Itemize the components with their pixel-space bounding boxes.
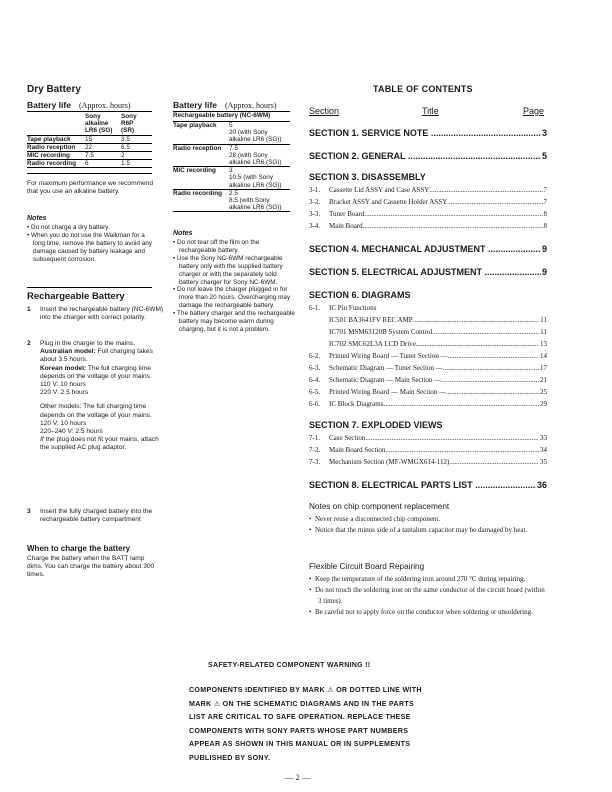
- step-number: 1: [27, 306, 31, 313]
- chip-notes-heading: Notes on chip component replacement: [309, 502, 450, 511]
- dot-leader: [441, 376, 539, 384]
- section-page: 36: [536, 480, 547, 490]
- toc-item[interactable]: [309, 198, 547, 206]
- section-page: 5: [541, 151, 547, 161]
- approx-hours-label: (Approx. hours): [78, 101, 131, 110]
- dot-leader: [448, 352, 539, 360]
- item-page: 25: [540, 388, 547, 396]
- dot-leader: [363, 222, 543, 230]
- value-line: 10.5 (with Sony: [229, 174, 274, 182]
- row-label: Tape playback: [173, 122, 229, 145]
- flex-board-heading: Flexible Circuit Board Repairing: [309, 562, 425, 571]
- item-page: 11: [540, 328, 547, 336]
- korean-model-text: [40, 365, 168, 381]
- australian-model-text: [40, 348, 168, 364]
- item-title: Cassette Lid ASSY and Case ASSY: [329, 186, 430, 194]
- value-line: 20 (with Sony: [229, 129, 268, 137]
- toc-item[interactable]: [309, 446, 547, 454]
- model-label: Australian model:: [40, 348, 96, 356]
- item-title: IC702 SMC62L3A LCD Drive: [329, 340, 416, 348]
- list-item: • Do not charge a dry battery.: [27, 224, 155, 232]
- toc-item[interactable]: [309, 186, 547, 194]
- other-models-text: [40, 403, 168, 419]
- row-value: 22: [85, 143, 121, 151]
- row-label: Radio reception: [27, 143, 85, 151]
- dot-leader: [416, 340, 539, 348]
- toc-item[interactable]: [309, 364, 547, 372]
- battery-life-header-2: [173, 100, 276, 110]
- item-number: 6-4.: [309, 376, 321, 384]
- dot-leader: [429, 186, 542, 194]
- battery-life-header: [27, 100, 130, 110]
- item-number: 3-2.: [309, 198, 321, 206]
- dot-leader: [432, 328, 539, 336]
- row-label: Radio reception: [173, 144, 229, 167]
- col-sony-r6p: [121, 113, 152, 135]
- item-number: 3-4.: [309, 222, 321, 230]
- list-item: • The battery charger and the rechargeable battery may become warm during charging, but it is not a problem.: [173, 310, 297, 334]
- step-text: [40, 340, 168, 453]
- table-row: [173, 189, 290, 212]
- item-title: IC501 BA3641FV REC AMP: [329, 316, 413, 324]
- dry-battery-table: [27, 113, 152, 168]
- value-line: 7.5: [229, 144, 238, 152]
- item-page: 7: [543, 186, 547, 194]
- dot-leader: [364, 210, 542, 218]
- row-value: 15: [85, 135, 121, 143]
- section-page: 9: [541, 244, 547, 254]
- step-number: 2: [27, 340, 31, 347]
- rechargeable-battery-table: [173, 121, 290, 212]
- row-value: 1.5: [121, 160, 152, 168]
- toc-section-1[interactable]: [309, 128, 547, 138]
- item-title: Printed Wiring Board — Tuner Section —: [329, 352, 448, 360]
- table-bottom-rule: [27, 173, 152, 174]
- performance-note: For maximum performance we recommend that you use an alkaline battery.: [27, 180, 154, 196]
- list-item: • When you do not use the Walkman for a long time, remove the battery to avoid any damage caused by battery leakage and subsequent corrosion.: [27, 232, 155, 264]
- item-page: 8: [543, 210, 547, 218]
- voltage-line: 120 V: 10 hours: [40, 419, 87, 427]
- item-number: 6-1.: [309, 304, 321, 312]
- table-row: [27, 143, 152, 151]
- when-to-charge-text: Charge the battery when the BATT lamp dims. You can charge the battery about 300 times.: [27, 555, 155, 579]
- model-text: The full charging time depends on the voltage of your mains.: [40, 364, 152, 380]
- toc-item[interactable]: [309, 328, 547, 336]
- item-page: 29: [540, 400, 547, 408]
- row-value: [229, 144, 290, 167]
- toc-col-title: Title: [422, 106, 439, 116]
- item-number: [309, 340, 329, 348]
- toc-section-2[interactable]: [309, 151, 547, 161]
- value-line: 2.5: [229, 189, 238, 197]
- toc-section-7[interactable]: [309, 420, 547, 430]
- step2-intro: Plug in the charger to the mains.: [40, 340, 135, 347]
- item-number: 7-1.: [309, 434, 321, 442]
- rechargeable-notes: [173, 239, 297, 334]
- item-number: 7-2.: [309, 446, 321, 454]
- section-page: 3: [541, 128, 547, 138]
- row-label: Radio recording: [27, 160, 85, 168]
- model-label: Korean model:: [40, 364, 87, 372]
- plug-adaptor-note: [40, 436, 168, 452]
- step-text: Insert the fully charged battery into the rechargeable battery compartment: [40, 508, 153, 524]
- item-page: 17: [540, 364, 547, 372]
- value-line: alkaline LR6 (SG)): [229, 159, 282, 167]
- item-number: 6-6.: [309, 400, 321, 408]
- col2-line: R6P: [121, 120, 134, 128]
- item-number: [309, 328, 329, 336]
- dot-leader: [383, 400, 539, 408]
- value-line: alkaline LR6 (SG)): [229, 181, 282, 189]
- toc-item[interactable]: [309, 316, 547, 324]
- item-number: 6-3.: [309, 364, 321, 372]
- section-title: SECTION 2. GENERAL .....: [309, 151, 541, 161]
- section-divider: [27, 287, 152, 288]
- when-to-charge-heading: When to charge the battery: [27, 544, 131, 553]
- chip-notes-list: [309, 514, 549, 536]
- toc-item[interactable]: [309, 222, 547, 230]
- item-title: Mechanism Section (MF-WMGX614-112): [329, 458, 450, 466]
- row-value: 6: [85, 160, 121, 168]
- section-title: SECTION 6. DIAGRAMS: [309, 290, 411, 300]
- list-item: • Be careful not to apply force on the conductor when soldering or unsoldering.: [309, 607, 549, 618]
- col2-line: Sony: [121, 113, 137, 120]
- rechargeable-subheader: Rechargeable battery (NC-6WM): [173, 112, 271, 119]
- battery-life-label: Battery life: [173, 100, 217, 110]
- item-title: Bracket ASSY and Cassette Holder ASSY: [329, 198, 448, 206]
- col-sony-alkaline: [85, 113, 121, 135]
- item-title: IC701 MSM63120B System Control: [329, 328, 433, 336]
- dot-leader: [413, 316, 540, 324]
- notes-heading-2: Notes: [173, 230, 193, 237]
- voltage-line: 220–240 V: 2.5 hours: [40, 428, 103, 436]
- dot-leader: [365, 434, 539, 442]
- dot-leader: [447, 198, 542, 206]
- notes-heading: Notes: [27, 215, 47, 222]
- section-title: SECTION 3. DISASSEMBLY: [309, 172, 426, 182]
- dot-leader: [449, 458, 539, 466]
- toc-section-6[interactable]: [309, 290, 547, 300]
- item-title: Schematic Diagram — Tuner Section —: [329, 364, 443, 372]
- item-number: 6-2.: [309, 352, 321, 360]
- item-title: Printed Wiring Board — Main Section —: [329, 388, 447, 396]
- table-row: [27, 152, 152, 160]
- item-page: 34: [540, 446, 547, 454]
- toc-col-section: Section: [309, 106, 340, 116]
- toc-section-3[interactable]: [309, 172, 547, 182]
- section-title: SECTION 8. ELECTRICAL PARTS LIST .....: [309, 480, 536, 490]
- table-row: [27, 160, 152, 168]
- rechargeable-battery-heading: Rechargeable Battery: [27, 291, 125, 302]
- model-label: Other models:: [40, 403, 82, 411]
- row-value: [229, 122, 290, 145]
- section-page: 9: [541, 267, 547, 277]
- section-title: SECTION 4. MECHANICAL ADJUSTMENT .....: [309, 244, 541, 254]
- item-page: 21: [540, 376, 547, 384]
- section-title: SECTION 1. SERVICE NOTE .....: [309, 128, 541, 138]
- list-item: • Notice that the minus side of a tantalum capacitor may be damaged by heat.: [309, 525, 549, 536]
- list-item: • Keep the temperature of the soldering iron around 270 °C during repairing.: [309, 574, 549, 585]
- item-page: 8: [543, 222, 547, 230]
- col1-line: LR6 (SG): [85, 127, 113, 135]
- item-title: Schematic Diagram — Main Section —: [329, 376, 442, 384]
- row-label: MIC recording: [173, 167, 229, 190]
- toc-col-page: Page: [523, 106, 545, 116]
- flex-board-list: [309, 574, 549, 618]
- item-number: 7-3.: [309, 458, 321, 466]
- row-label: Radio recording: [173, 189, 229, 212]
- row-value: 2: [121, 152, 152, 160]
- step-text: Insert the rechargeable battery (NC-6WM) into the charger with correct polarity.: [40, 306, 164, 322]
- item-title: Tuner Board: [329, 210, 365, 218]
- list-item: • Do not touch the soldering iron on the same conductor of the circuit board (within 3 times).: [309, 585, 549, 607]
- model-text: Full charging takes about 3.5 hours.: [40, 348, 153, 364]
- row-value: [229, 167, 290, 190]
- toc-item[interactable]: [309, 388, 547, 396]
- voltage-line: 110 V: 10 hours: [40, 381, 86, 389]
- item-number: 6-5.: [309, 388, 321, 396]
- row-value: 3.5: [121, 135, 152, 143]
- toc-section-8[interactable]: [309, 480, 547, 490]
- item-number: 3-3.: [309, 210, 321, 218]
- item-title: Case Section: [329, 434, 366, 442]
- item-page: 35: [540, 458, 547, 466]
- section-title: SECTION 7. EXPLODED VIEWS: [309, 420, 443, 430]
- model-text: The full charging time depends on the voltage of your mains.: [40, 403, 152, 419]
- dry-battery-heading: Dry Battery: [27, 84, 81, 95]
- table-row: [173, 144, 290, 167]
- safety-warning-title: SAFETY-RELATED COMPONENT WARNING !!: [208, 662, 371, 669]
- item-page: 13: [540, 340, 547, 348]
- section-title: SECTION 5. ELECTRICAL ADJUSTMENT .....: [309, 267, 541, 277]
- row-value: 6.5: [121, 143, 152, 151]
- adaptor-text: the plug does not fit your mains, attach the supplied AC plug adaptor.: [40, 436, 159, 452]
- table-row: [173, 167, 290, 190]
- item-page: 14: [540, 352, 547, 360]
- page-number: — 2 —: [285, 772, 311, 782]
- toc-item[interactable]: [309, 434, 547, 442]
- dot-leader: [443, 364, 539, 372]
- row-label: Tape playback: [27, 135, 85, 143]
- dot-leader: [446, 388, 539, 396]
- item-title: IC Block Diagrams: [329, 400, 384, 408]
- toc-item[interactable]: [309, 376, 547, 384]
- value-line: 5: [229, 122, 233, 129]
- item-title: IC Pin Functions: [329, 304, 377, 312]
- toc-item[interactable]: [309, 352, 547, 360]
- header-rule: [27, 111, 152, 112]
- row-value: [229, 189, 290, 212]
- battery-life-label: Battery life: [27, 100, 71, 110]
- value-line: 3: [229, 167, 233, 175]
- row-value: 7.5: [85, 152, 121, 160]
- list-item: • Do not leave the charger plugged in for more than 20 hours. Overcharging may damage the rechargeable battery.: [173, 286, 297, 310]
- toc-item[interactable]: [309, 210, 547, 218]
- approx-hours-label: (Approx. hours): [224, 101, 277, 110]
- table-row: [27, 135, 152, 143]
- toc-item[interactable]: [309, 304, 547, 312]
- voltage-line: 220 V: 2.5 hours: [40, 389, 89, 397]
- item-title: Main Board Section: [329, 446, 386, 454]
- item-page: 11: [540, 316, 547, 324]
- list-item: • Never reuse a disconnected chip component.: [309, 514, 549, 525]
- step-number: 3: [27, 508, 31, 515]
- if-word: If: [40, 436, 44, 444]
- row-label: MIC recording: [27, 152, 85, 160]
- item-number: [309, 316, 329, 324]
- toc-item[interactable]: [309, 458, 547, 466]
- toc-section-4[interactable]: [309, 244, 547, 254]
- item-page: 7: [543, 198, 547, 206]
- toc-section-5[interactable]: [309, 267, 547, 277]
- dot-leader: [385, 446, 539, 454]
- toc-item[interactable]: [309, 400, 547, 408]
- value-line: alkaline LR6 (SG)): [229, 204, 282, 212]
- toc-item[interactable]: [309, 340, 547, 348]
- col1-line: Sony: [85, 113, 101, 120]
- col1-line: alkaline: [85, 120, 109, 128]
- col2-line: (SR): [121, 127, 135, 135]
- value-line: alkaline LR6 (SG)): [229, 136, 282, 144]
- value-line: 28 (with Sony: [229, 151, 268, 159]
- table-row: [173, 122, 290, 145]
- safety-warning-body: COMPONENTS IDENTIFIED BY MARK ⚠ OR DOTTED LINE WITH MARK ⚠ ON THE SCHEMATIC DIAGRAMS AND IN THE PARTS LIST ARE CRITICAL TO SAFE OPERATION. REPLACE THESE COMPONENTS WITH SONY PARTS WHOSE PART NUMBERS APPEAR AS SHOWN IN THIS MANUAL OR IN SUPPLEMENTS PUBLISHED BY SONY.: [189, 686, 422, 762]
- toc-title: TABLE OF CONTENTS: [373, 84, 473, 94]
- item-number: 3-1.: [309, 186, 321, 194]
- list-item: • Use the Sony NC-6WM rechargeable battery only with the supplied battery charger or with the separately sold battery charger for Sony NC-6WM.: [173, 255, 297, 287]
- value-line: 8.5 (with Sony: [229, 197, 270, 205]
- item-page: 33: [540, 434, 547, 442]
- item-title: Main Board: [329, 222, 363, 230]
- dry-battery-notes: [27, 224, 155, 264]
- list-item: • Do not tear off the film on the rechargeable battery.: [173, 239, 297, 255]
